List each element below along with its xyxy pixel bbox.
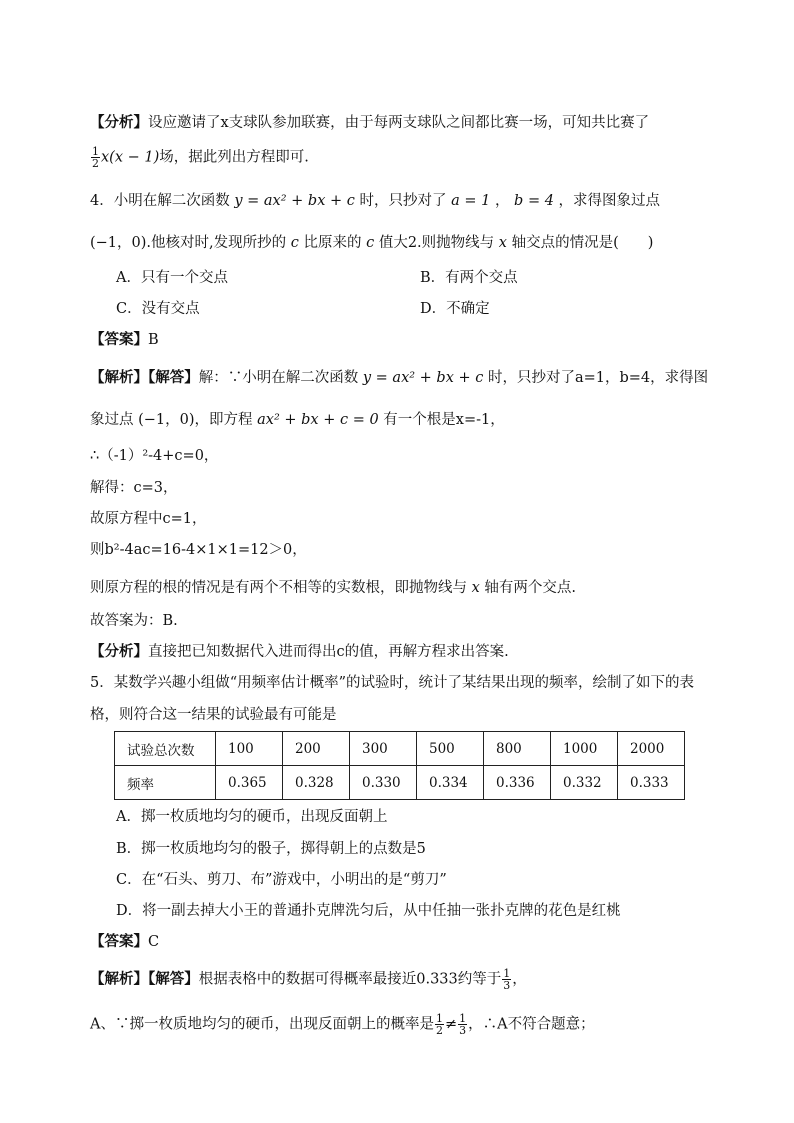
q5-solution-line-1 <box>90 968 527 991</box>
q4-stem-text: 时，只抄对了 <box>359 193 447 209</box>
solution-text: 则原方程的根的情况是有两个不相等的实数根，即抛物线与 <box>90 580 467 596</box>
q4-x: x <box>471 580 480 596</box>
fraction-half <box>91 146 100 169</box>
q4-c: c <box>366 235 375 251</box>
q4-stem-text: 比原来的 <box>303 235 362 251</box>
q4-solution-line-6: 则b²-4ac=16-4×1×1=12＞0， <box>90 542 307 558</box>
q4-stem-text: 值大2.则抛物线与 <box>378 235 495 251</box>
solution-text: 时，只抄对了a=1，b=4，求得图 <box>487 370 709 386</box>
table-cell: 0.333 <box>618 766 685 800</box>
frac-num: 1 <box>435 1012 443 1025</box>
q4-x: x <box>498 235 507 251</box>
analysis-tag: 【分析】 <box>90 643 148 660</box>
q4-solution-line-8: 故答案为：B. <box>90 613 178 629</box>
q4-stem-line-1 <box>90 191 660 211</box>
q5-option-c: C．在“石头、剪刀、布”游戏中，小明出的是“剪刀” <box>116 872 447 888</box>
q4-point: (−1，0) <box>138 412 195 428</box>
frac-den: 2 <box>435 1024 443 1037</box>
q4-equation: ax² + bx + c = 0 <box>257 412 379 428</box>
q4-stem-text: ，求得图象过点 <box>558 193 661 209</box>
analysis-line-1 <box>90 113 649 133</box>
q5-stem-line-1: 5．某数学兴趣小组做“用频率估计概率”的试验时，统计了某结果出现的频率，绘制了如下的表 <box>90 675 695 691</box>
q4-function: y = ax² + bx + c <box>234 193 355 209</box>
q4-sep: ， <box>494 193 510 209</box>
q4-option-b: B．有两个交点 <box>420 270 518 286</box>
q5-answer <box>90 932 159 952</box>
analysis-text: 直接把已知数据代入进而得出c的值，再解方程求出答案. <box>148 644 509 660</box>
solution-text: 轴有两个交点. <box>484 580 577 596</box>
answer-tag: 【答案】 <box>90 933 148 950</box>
solution-text: 解：∵小明在解二次函数 <box>198 370 359 386</box>
table-cell: 300 <box>350 732 417 766</box>
q4-c: c <box>290 235 299 251</box>
solution-text: ，∴A不符合题意； <box>468 1016 595 1033</box>
solution-text: ，即方程 <box>194 412 253 428</box>
solution-tag: 【解析】【解答】 <box>90 970 199 988</box>
q5-option-d: D．将一副去掉大小王的普通扑克牌洗匀后，从中任抽一张扑克牌的花色是红桃 <box>116 903 621 919</box>
q4-analysis <box>90 642 509 662</box>
q4-solution-line-7 <box>90 578 576 598</box>
table-cell: 0.334 <box>417 766 484 800</box>
frac-den: 3 <box>459 1024 467 1037</box>
frac-num: 1 <box>92 145 99 158</box>
analysis-tag: 【分析】 <box>90 114 148 131</box>
table-cell: 0.332 <box>551 766 618 800</box>
table-cell: 500 <box>417 732 484 766</box>
frac-num: 1 <box>503 967 511 980</box>
q4-option-a: A．只有一个交点 <box>116 270 228 286</box>
frac-den: 2 <box>92 157 99 170</box>
table-cell: 1000 <box>551 732 618 766</box>
q4-option-d: D．不确定 <box>420 301 490 317</box>
fraction-one-third <box>502 968 511 991</box>
q5-stem-line-2: 格，则符合这一结果的试验最有可能是 <box>90 707 337 723</box>
table-cell: 200 <box>283 732 350 766</box>
fraction-one-half <box>435 1013 444 1036</box>
q5-option-a: A．掷一枚质地均匀的硬币，出现反面朝上 <box>116 809 388 825</box>
table-row <box>115 766 685 800</box>
frac-num: 1 <box>459 1012 467 1025</box>
q4-option-c: C．没有交点 <box>116 301 200 317</box>
table-cell: 800 <box>484 732 551 766</box>
q4-solution-line-4: 解得：c=3， <box>90 480 178 496</box>
solution-text: 有一个根是x=-1， <box>383 412 505 428</box>
answer-value: B <box>148 332 159 348</box>
math-expr: x(x − 1) <box>101 149 160 166</box>
frequency-table <box>114 731 685 800</box>
q4-b-value: b = 4 <box>514 193 554 209</box>
frac-den: 3 <box>503 979 511 992</box>
q4-a-value: a = 1 <box>451 193 491 209</box>
solution-text: ， <box>512 971 527 988</box>
answer-tag: 【答案】 <box>90 331 148 348</box>
q4-stem-text: 4．小明在解二次函数 <box>90 193 230 209</box>
not-equal-sign: ≠ <box>444 1016 458 1033</box>
q4-point: (−1，0) <box>90 235 147 251</box>
analysis-text-2: 场，据此列出方程即可. <box>159 149 309 166</box>
q4-solution-line-2 <box>90 410 505 430</box>
q5-solution-line-2 <box>90 1013 595 1036</box>
q4-stem-text: 轴交点的情况是( ) <box>511 235 654 251</box>
q4-stem-line-2 <box>90 233 653 253</box>
table-cell: 0.330 <box>350 766 417 800</box>
table-header-cell: 试验总次数 <box>115 732 216 766</box>
q5-option-b: B．掷一枚质地均匀的骰子，掷得朝上的点数是5 <box>116 841 426 857</box>
table-row <box>115 732 685 766</box>
q4-solution-line-3: ∴（-1）²-4+c=0， <box>90 448 219 464</box>
fraction-one-third <box>458 1013 467 1036</box>
q4-answer <box>90 330 159 350</box>
table-cell: 0.328 <box>283 766 350 800</box>
analysis-text: 设应邀请了x支球队参加联赛，由于每两支球队之间都比赛一场，可知共比赛了 <box>148 115 650 131</box>
solution-text: A、∵掷一枚质地均匀的硬币，出现反面朝上的概率是 <box>90 1016 434 1033</box>
table-cell: 2000 <box>618 732 685 766</box>
answer-value: C <box>148 934 160 950</box>
table-cell: 100 <box>216 732 283 766</box>
analysis-line-2 <box>90 146 309 169</box>
table-header-cell: 频率 <box>115 766 216 800</box>
q4-function: y = ax² + bx + c <box>362 370 484 386</box>
q4-stem-text: .他核对时,发现所抄的 <box>146 235 287 251</box>
table-cell: 0.365 <box>216 766 283 800</box>
q4-solution-line-5: 故原方程中c=1， <box>90 511 207 527</box>
solution-tag: 【解析】【解答】 <box>90 369 199 386</box>
solution-text: 象过点 <box>90 412 134 428</box>
q4-solution-line-1 <box>90 368 708 388</box>
table-cell: 0.336 <box>484 766 551 800</box>
solution-text: 根据表格中的数据可得概率最接近0.333约等于 <box>198 971 502 988</box>
